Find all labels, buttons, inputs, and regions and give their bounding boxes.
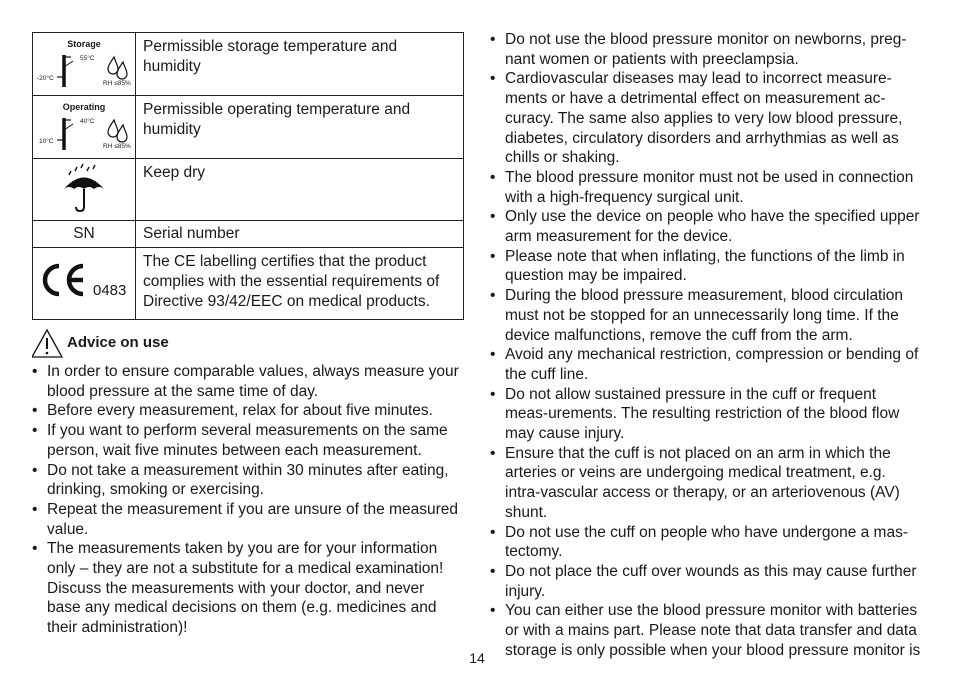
operating-symbol-title: Operating <box>62 102 106 112</box>
list-item: • Do not take a measurement within 30 minutes after eating, drinking, smoking or exercising. <box>32 461 462 500</box>
list-item: • Please note that when inflating, the functions of the limb in question may be impaired. <box>490 247 922 286</box>
umbrella-icon <box>33 159 135 215</box>
keep-dry-symbol-cell <box>33 159 136 221</box>
list-item: • Do not allow sustained pressure in the cuff or frequent meas-urements. The resulting restriction of the blood flow may cause injury. <box>490 385 922 444</box>
list-item: • Do not use the cuff on people who have undergone a mas-tectomy. <box>490 523 922 562</box>
ce-mark-icon <box>33 248 135 314</box>
list-item: • The measurements taken by you are for your information only – they are not a substitute for a medical examination! Discuss the measurements with your doctor, and never base any medical decisions on them (e.g. medicines and their administration)! <box>32 539 462 638</box>
humidity-label: RH ≤85% <box>103 143 131 150</box>
ce-description: The CE labelling certifies that the product complies with the essential requirements of Directive 93/42/EEC on medical products. <box>136 248 464 320</box>
list-item: • During the blood pressure measurement, blood circulation must not be stopped for an unnecessarily long time. If the device malfunctions, remove the cuff from the arm. <box>490 286 922 345</box>
storage-symbol-title: Storage <box>67 39 101 49</box>
ce-symbol-cell <box>33 248 136 320</box>
table-row <box>33 159 464 221</box>
storage-description: Permissible storage temperature and humidity <box>136 33 464 96</box>
advice-heading <box>32 328 472 360</box>
symbol-table <box>32 32 464 320</box>
table-row <box>33 221 464 248</box>
advice-list-right <box>490 30 922 661</box>
operating-description: Permissible operating temperature and humidity <box>136 96 464 159</box>
advice-list-left <box>32 362 462 638</box>
list-item: • The blood pressure monitor must not be used in connection with a high-frequency surgical unit. <box>490 168 922 207</box>
warning-triangle-icon <box>32 328 66 360</box>
humidity-label: RH ≤85% <box>103 80 131 87</box>
operating-symbol-cell <box>33 96 136 159</box>
list-item: • Only use the device on people who have the specified upper arm measurement for the device. <box>490 207 922 246</box>
list-item: • You can either use the blood pressure monitor with batteries or with a mains part. Please note that data transfer and data storage is only possible when your blood pressure monitor is <box>490 601 922 660</box>
list-item: • Avoid any mechanical restriction, compression or bending of the cuff line. <box>490 345 922 384</box>
list-item: • Repeat the measurement if you are unsure of the measured value. <box>32 500 462 539</box>
temp-high-label: 55°C <box>80 55 95 62</box>
advice-heading-text: Advice on use <box>67 334 169 351</box>
operating-conditions-icon <box>33 96 135 158</box>
table-row <box>33 248 464 320</box>
keep-dry-description: Keep dry <box>136 159 464 221</box>
temp-low-label: -20°C <box>37 75 54 82</box>
list-item: • In order to ensure comparable values, always measure your blood pressure at the same time of day. <box>32 362 462 401</box>
list-item: • Ensure that the cuff is not placed on an arm in which the arteries or veins are undergoing medical treatment, e.g. intra-vascular access or therapy, or an arteriovenous (AV) shunt. <box>490 444 922 523</box>
temp-high-label: 40°C <box>80 118 95 125</box>
page-number: 14 <box>469 650 485 666</box>
serial-number-symbol: SN <box>33 221 136 248</box>
storage-symbol-cell <box>33 33 136 96</box>
temp-low-label: 10°C <box>39 138 54 145</box>
list-item: • Do not place the cuff over wounds as this may cause further injury. <box>490 562 922 601</box>
list-item: • Before every measurement, relax for about five minutes. <box>32 401 462 421</box>
notified-body-number: 0483 <box>93 282 127 299</box>
list-item: • If you want to perform several measurements on the same person, wait five minutes between each measurement. <box>32 421 462 460</box>
table-row <box>33 33 464 96</box>
list-item: • Do not use the blood pressure monitor on newborns, preg-nant women or patients with preeclampsia. <box>490 30 922 69</box>
storage-conditions-icon <box>33 33 135 95</box>
table-row <box>33 96 464 159</box>
list-item: • Cardiovascular diseases may lead to incorrect measure-ments or have a detrimental effect on measurement ac-curacy. The same also applies to very low blood pressure, diabetes, circulatory disorders and arrhythmias as well as chills or shaking. <box>490 69 922 168</box>
serial-number-description: Serial number <box>136 221 464 248</box>
